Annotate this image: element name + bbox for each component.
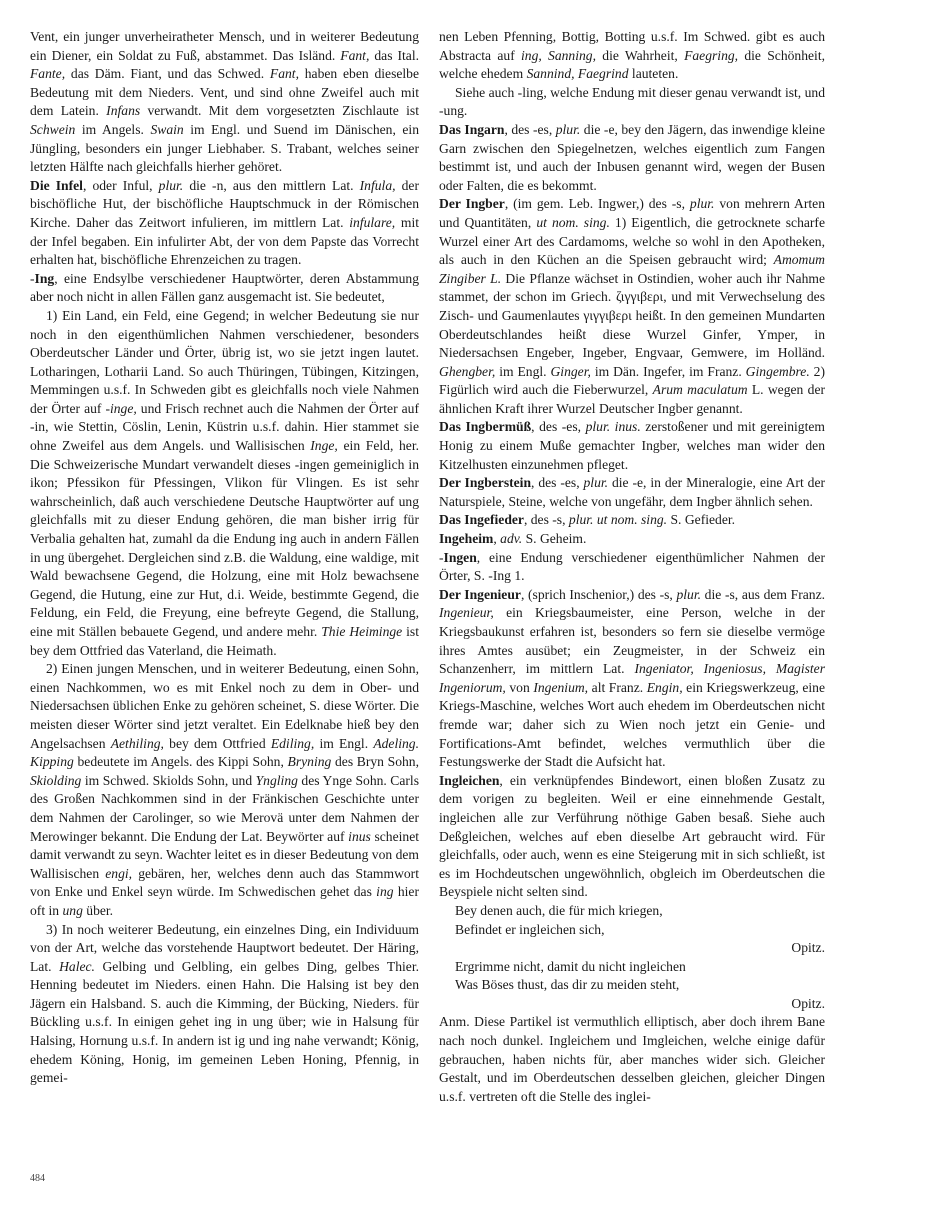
entry-text: bedeutete im Angels. des Kippi Sohn, <box>73 754 288 770</box>
dictionary-entry <box>439 28 825 84</box>
dictionary-entry <box>30 921 419 1088</box>
headword: Ingen <box>443 549 477 565</box>
entry-text: das Ital. <box>369 47 420 63</box>
italic-term: Yngling <box>255 772 298 788</box>
headword: Das Ingefieder <box>439 512 524 528</box>
entry-text: , <box>493 531 501 547</box>
dictionary-entry <box>439 586 825 772</box>
entry-text: - <box>30 270 35 286</box>
entry-text: , des -es, <box>531 475 584 491</box>
italic-term: Ginger, <box>550 363 591 379</box>
entry-text: nen Leben Pfenning, Bottig, Botting u.s.f. Im Schwed. gibt es auch Abstracta auf <box>439 29 825 63</box>
entry-text: , (im gem. Leb. Ingwer,) des -s, <box>504 196 690 212</box>
italic-term: plur. <box>676 586 702 602</box>
entry-text: von mehrern Arten und Quantitäten, <box>439 196 826 230</box>
italic-term: Ingenium, <box>533 679 589 695</box>
entry-text: , des -s, <box>523 512 569 528</box>
quote-attribution <box>439 939 825 958</box>
dictionary-entry <box>439 418 825 474</box>
quote-attribution <box>439 995 825 1014</box>
verse-line <box>439 921 825 940</box>
italic-term: Fant, <box>340 47 370 63</box>
italic-term: plur. inus. <box>585 419 641 435</box>
entry-text: Opitz. <box>791 995 825 1011</box>
italic-term: Skiolding <box>30 772 82 788</box>
headword: Der Ingber <box>439 196 505 212</box>
entry-text: im Schwed. Skiolds Sohn, und <box>81 772 256 788</box>
entry-text: die -e, bey den Jägern, das inwendige kleine Garn zwischen den Spiegelnetzen, welches eigentlich zum Fangen bestimmt ist, und auch der Inbusen genannt wird, wegen der Busen oder Falten, die es bekommt. <box>439 121 825 193</box>
entry-text: im Engl. und Suend im Dänischen, ein Jüngling, besonders ein junger Liebhaber. S. Trabant, welches seiner letzten Hälfte nach gleichfalls hierher gehöret. <box>30 121 419 175</box>
headword: Ingeheim <box>439 531 494 547</box>
dictionary-entry <box>439 1013 825 1106</box>
entry-text: - <box>439 549 444 565</box>
verse-line <box>439 902 825 921</box>
entry-text: , eine Endung verschiedener eigenthümlicher Nahmen der Örter, S. -Ing 1. <box>439 549 825 584</box>
headword: Der Ingenieur <box>439 586 521 602</box>
headword: Das Ingbermüß <box>439 419 532 435</box>
entry-text: ein Kriegswerkzeug, eine Kriegs-Maschine, welches Wort auch ehedem im Oberdeutschen nicht fremde war; daher sich zu Wien noch jetzt ein Genie- und Fortifications-Amt befindet, welches vermuthlich über die Festungswerke der Stadt die Aufsicht hat. <box>439 679 825 770</box>
italic-term: Ediling, <box>270 735 315 751</box>
dictionary-entry <box>439 195 825 418</box>
italic-term: Engin, <box>646 679 683 695</box>
italic-term: Fant, <box>269 66 299 82</box>
italic-term: Ghengber, <box>439 363 496 379</box>
entry-text: ein Kriegsbaumeister, eine Person, welche in der Kriegsbaukunst erfahren ist, besonders so fern sie dieselbe vermöge ihres Amtes ausübet; ein Zeugmeister, in der Schweiz ein Schanzenherr, im mittlern Lat. <box>439 605 825 677</box>
entry-text: die -n, aus den mittlern Lat. <box>183 177 360 193</box>
verse-line <box>439 976 825 995</box>
italic-term: ung <box>62 902 83 918</box>
italic-term: -inge, <box>105 400 137 416</box>
page-number: 484 <box>30 1173 45 1184</box>
italic-term: Infula, <box>359 177 396 193</box>
dictionary-entry <box>439 511 825 530</box>
dictionary-entry <box>439 530 825 549</box>
entry-text: 1) Ein Land, ein Feld, eine Gegend; in welcher Bedeutung sie nur noch in den eigenthümlichen Nahmen verschiedener, besonders Oberdeutscher Länder und Örter, übrig ist, wo sie jetzt ingen lautet. Lotharingen, Lotharii Land. So auch Thüringen, Tübingen, Kitzingen, Memmingen u.s.f. In Schweden gibt es gleichfalls noch viele Nahmen der Örter auf <box>30 307 419 416</box>
entry-text: und Frisch rechnet auch die Nahmen der Örter auf -in, wie Stettin, Cöslin, Lenin, Küstrin u.s.f. dahin. Hier stammet sie ohne Zweifel aus dem Angels. und Wallisischen <box>30 400 419 454</box>
entry-text: , eine Endsylbe verschiedener Hauptwörter, deren Abstammung aber noch nicht in allen Fällen ganz ausgemacht ist. Sie bedeutet, <box>30 270 419 305</box>
italic-term: Arum maculatum <box>652 382 748 398</box>
italic-term: ing, Sanning, <box>521 47 596 63</box>
italic-term: Aethiling, <box>110 735 164 751</box>
italic-term: Ingenieur, <box>439 605 494 621</box>
entry-text: Ergrimme nicht, damit du nicht ingleichen <box>455 958 686 974</box>
entry-text: Anm. Diese Partikel ist vermuthlich elliptisch, aber doch ihrem Bane nach noch dunkel. Ingleichem und Imgleichen, welche einige dafür gebrauchen, haben nichts für, aber manches wider sich. Gleicher Gestalt, und im Oberdeutschen desselben gleichen, gleicher Dingen u.s.f. vertreten oft die Stelle des inglei- <box>439 1014 825 1104</box>
italic-term: Ingeniator, Ingeniosus, Magister Ingeniorum, <box>439 661 825 695</box>
verse-line <box>439 958 825 977</box>
entry-text: S. Gefieder. <box>667 512 736 528</box>
entry-text: 1) Eigentlich, die getrocknete scharfe Wurzel einer Art des Cardamoms, welche so wohl in den Apotheken, als auch in den Küchen an die Speisen gebraucht wird; <box>439 214 825 268</box>
italic-term: Amomum Zingiber L. <box>439 252 825 286</box>
headword: Das Ingarn <box>439 121 505 137</box>
entry-text: des Ynge Sohn. Carls des Großen Nachkommen sind in der Fränkischen Geschichte unter dem Nahmen der Carolinger, so wie Merovä unter dem Nahmen der Merowinger bekannt. Die Endung der Lat. Beywörter auf <box>30 772 419 844</box>
entry-text: , (sprich Inschenior,) des -s, <box>520 586 677 602</box>
entry-text: Bey denen auch, die für mich kriegen, <box>455 902 663 918</box>
entry-text: , ein verknüpfendes Bindewort, einen bloßen Zusatz zu dem vorigen zu begleiten. Weil er eine einnehmende Gestalt, ingleichen alle zur Verführung nöthige Gaben besaß. Siehe auch Deßgleichen, welches auf eben dieselbe Art gebraucht wird. Für gleichfalls, oder auch, wenn es eine Steigerung mit in sich schließt, ist es im Hochdeutschen ungewöhnlich, obgleich im Oberdeutschen die Beyspiele nicht selten sind. <box>439 772 825 900</box>
entry-text: Vent, ein junger unverheiratheter Mensch, und in weiterer Bedeutung ein Diener, ein Soldat zu Fuß, abstammet. Das Isländ. <box>30 29 419 63</box>
entry-text: , des -es, <box>504 121 556 137</box>
italic-term: Infans <box>106 103 141 119</box>
headword: Ingleichen <box>439 772 500 788</box>
dictionary-entry <box>439 121 825 195</box>
dictionary-entry <box>439 549 825 586</box>
entry-text: von <box>505 679 534 695</box>
headword: Die Infel <box>30 177 83 193</box>
italic-term: plur. ut nom. sing. <box>568 512 668 528</box>
headword: Ing <box>34 270 55 286</box>
entry-text: gebären, her, welches denn auch das Stammwort von Enke und Enkel seyn würde. Im Schwedischen gehet das <box>30 865 419 900</box>
entry-text: verwandt. Mit dem vorgesetzten Zischlaute ist <box>140 103 419 119</box>
entry-text: , des -es, <box>531 419 586 435</box>
entry-text: mit der Infel begaben. Ein infulirter Abt, der von dem Papste das Vorrecht erhalten hat, bischöfliche Ehrenzeichen zu tragen. <box>30 214 419 268</box>
italic-term: Halec. <box>59 958 95 974</box>
entry-text: im Angels. <box>75 121 151 137</box>
entry-text: 3) In noch weiterer Bedeutung, ein einzelnes Ding, ein Individuum von der Art, welche das vorstehende Hauptwort bedeutet. Der Häring, Lat. <box>30 921 419 974</box>
dictionary-entry <box>30 28 419 177</box>
entry-text: der bischöfliche Hut, der bischöfliche Hauptschmuck in der Römischen Kirche. Daher das Zeitwort infulieren, im mittlern Lat. <box>30 177 419 230</box>
italic-term: Bryning <box>287 754 332 770</box>
italic-term: Faegring, <box>684 47 739 63</box>
entry-text: , oder Inful, <box>82 177 159 193</box>
entry-text: bey dem Ottfried <box>163 735 271 751</box>
dictionary-entry <box>30 270 419 307</box>
dictionary-entry <box>30 177 419 270</box>
entry-text: Die Pflanze wächset in Ostindien, woher auch ihr Nahme stammet, der schon im Griech. ζιγγιβερι, und mit Verwechselung des Zisch- und Gaumenlautes γιγγιβερι heißt. In den gemeinen Mundarten Oberdeutschlandes heißt diese Wurzel Ginfer, Ymper, in Niedersachsen Engeber, Ingeber, Engvaar, Gemwere, im Holländ. <box>439 270 825 361</box>
entry-text: Befindet er ingleichen sich, <box>455 921 605 937</box>
italic-term: Adeling. Kipping <box>30 735 419 770</box>
entry-text: alt Franz. <box>588 679 647 695</box>
left-column <box>30 28 419 1088</box>
entry-text: Gelbing und Gelbling, ein gelbes Ding, gelbes Thier. Henning bedeutet im Nieders. einen Hahn. Die Halsing ist bey den Jägern ein Halsband. S. auch die Kimming, der Bücking, Nieders. für Bückling u.s.f. In einigen gehet ing in ung über; wie in Halsung für Halsing, Hornung u.s.f. In andern ist ig und ing nahe verwandt; König, ehedem Köning, Honig, im gemeinen Leben Honing, Pfennig, in gemei- <box>30 958 419 1086</box>
dictionary-entry <box>439 474 825 511</box>
entry-text: lauteten. <box>628 66 679 82</box>
entry-text: 2) Figürlich wird auch die Fieberwurzel, <box>439 363 825 398</box>
italic-term: ut nom. sing. <box>536 214 610 230</box>
right-column <box>439 28 825 1106</box>
entry-text: Opitz. <box>791 940 825 956</box>
italic-term: Sannind, Faegrind <box>526 66 629 82</box>
dictionary-entry <box>30 660 419 920</box>
italic-term: plur. <box>555 121 581 137</box>
entry-text: Was Böses thust, das dir zu meiden steht, <box>455 977 680 993</box>
italic-term: adv. <box>500 531 523 547</box>
dictionary-entry <box>30 307 419 660</box>
italic-term: ing <box>376 884 394 900</box>
entry-text: des Bryn Sohn, <box>331 754 419 770</box>
entry-text: im Engl. <box>495 363 551 379</box>
entry-text: L. wegen der ähnlichen Kraft ihrer Wurzel Deutscher Ingber genannt. <box>439 382 825 416</box>
headword: Der Ingberstein <box>439 475 532 491</box>
italic-term: inus <box>348 828 371 844</box>
italic-term: Swain <box>150 121 184 137</box>
italic-term: Schwein <box>30 121 76 137</box>
entry-text: zerstoßener und mit gereinigtem Honig zu einem Muße gemachter Ingber, welches man wider den Kitzelhusten einzunehmen pfleget. <box>439 419 825 472</box>
dictionary-entry <box>439 772 825 902</box>
entry-text: die -s, aus dem Franz. <box>701 586 825 602</box>
italic-term: Gingembre. <box>745 363 810 379</box>
entry-text: haben eben dieselbe Bedeutung mit dem Nieders. Vent, und sind ohne Zweifel auch mit dem Latein. <box>30 66 419 119</box>
italic-term: plur. <box>689 196 715 212</box>
entry-text: S. Geheim. <box>522 531 587 547</box>
italic-term: plur. <box>583 475 609 491</box>
entry-text: die Schönheit, welche ehedem <box>439 47 825 82</box>
entry-text: die -e, in der Mineralogie, eine Art der Naturspiele, Steine, welche von ungefähr, dem Ingber ähnlich sehen. <box>439 475 826 509</box>
entry-text: ein Feld, her. Die Schweizerische Mundart verwandelt dieses -ingen gemeiniglich in ikon; Pfessikon für Pfessingen, Vlikon für Vlingen. Es ist sehr wahrscheinlich, daß auch verschiedene Deutsche Hauptwörter auf ung gleichfalls mit zu dieser Endung gehören, die man bisher irrig für Verbalia gehalten hat, zumahl da die Endung ing auch in andern Fällen in ung übergehet. Dergleichen sind z.B. die Waldung, eine waldige, mit Wald bewachsene Gegend, die Holzung, eine mit Holz bewachsene Gegend, die Hutung, eine zur Hut, d.i. Weide, bestimmte Gegend, die Feldung, ein Feld, die Freyung, eine befreyte Gegend, die Stallung, eine mit Ställen bebauete Gegend, und andere mehr. <box>30 438 420 639</box>
italic-term: plur. <box>158 177 184 193</box>
italic-term: Thie Heiminge <box>321 624 403 639</box>
italic-term: Fante, <box>30 66 66 82</box>
italic-term: Inge, <box>310 438 338 454</box>
entry-text: ist bey dem Ottfried das Vaterland, die Heimath. <box>30 624 419 658</box>
entry-text: über. <box>82 902 114 918</box>
entry-text: das Däm. Fiant, und das Schwed. <box>65 66 270 82</box>
entry-text: 2) Einen jungen Menschen, und in weiterer Bedeutung, einen Sohn, einen Nachkommen, wo es mit Enkel noch zu dem in Ober- und Niedersachsen üblichen Enke zu gehören scheinet, S. diese Wörter. Die meisten dieser Wörter sind jetzt veraltet. Ein Edelknabe hieß bey den Angelsachsen <box>30 661 419 751</box>
italic-term: infulare, <box>349 214 396 230</box>
entry-text: scheinet damit verwandt zu seyn. Wachter leitet es in dieser Bedeutung von dem Wallisischen <box>30 828 420 881</box>
entry-text: Siehe auch -ling, welche Endung mit dieser genau verwandt ist, und -ung. <box>439 84 825 119</box>
entry-text: im Dän. Ingefer, im Franz. <box>590 363 746 379</box>
entry-text: die Wahrheit, <box>596 47 685 63</box>
dictionary-entry <box>439 84 825 121</box>
entry-text: hier oft in <box>30 884 419 918</box>
italic-term: engi, <box>105 865 133 881</box>
entry-text: im Engl. <box>314 735 374 751</box>
